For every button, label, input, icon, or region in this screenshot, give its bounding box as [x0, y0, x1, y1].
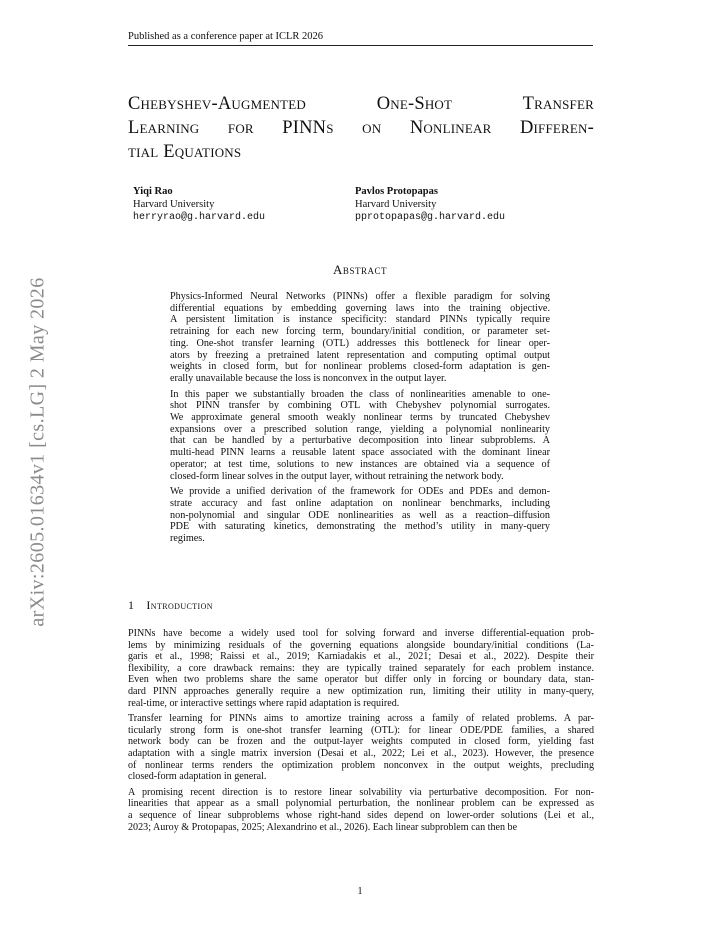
abstract-paragraph [170, 389, 550, 483]
text-line: A promising recent direction is to restore linear solvability via perturbative decomposition. For non- [128, 786, 594, 798]
text-line: garis et al., 1998; Raissi et al., 2019; Karniadakis et al., 2021; Desai et al., 2022). Despite their [128, 651, 594, 663]
text-line: PINNs have become a widely used tool for solving forward and inverse differential-equation prob- [128, 628, 594, 639]
text-line: We provide a unified derivation of the framework for ODEs and PDEs and demon- [170, 486, 550, 498]
abstract-paragraph [170, 291, 550, 385]
text-line: shot PINN transfer by combining OTL with Chebyshev polynomial surrogates. [170, 400, 550, 412]
text-line: ting. One-shot transfer learning (OTL) addresses this bottleneck for linear oper- [170, 337, 550, 349]
running-header: Published as a conference paper at ICLR 2026 [128, 31, 593, 46]
author-name: Yiqi Rao [133, 186, 173, 197]
arxiv-watermark [20, 262, 56, 642]
text-line: 2023; Auroy & Protopapas, 2025; Alexandrino et al., 2026). Each linear subproblem can then be [128, 821, 518, 833]
text-line: that can be handled by a perturbative decomposition into linear subproblems. A [170, 435, 550, 447]
title-line: tial Equations [128, 142, 242, 162]
arxiv-id: arXiv:2605.01634v1 [cs.LG] 2 May 2026 [26, 277, 49, 627]
text-line: a sequence of linear subproblems whose right-hand sides depend on lower-order solutions (Lei et al., [128, 809, 594, 821]
body-paragraph [128, 628, 594, 709]
title-line: Learning for PINNs on Nonlinear Differen- [128, 118, 594, 138]
text-line: regimes. [170, 533, 205, 545]
text-line: real-time, or interactive settings where rapid adaptation is required. [128, 697, 400, 709]
text-line: PDE with saturating kinetics, demonstrating the method’s utility in many-query [170, 521, 550, 533]
text-line: weights in closed form, but for nonlinear problems closed-form adaptation is gen- [170, 361, 550, 373]
author-name: Pavlos Protopapas [355, 186, 438, 197]
paper-title [128, 92, 594, 164]
section-number: 1 [128, 598, 135, 612]
text-line: operator; at test time, solutions to new instances are obtained via a sequence of [170, 458, 550, 470]
author-email[interactable]: herryrao@g.harvard.edu [133, 212, 266, 223]
text-line: closed-form linear solves in the output layer, without retraining the network body. [170, 470, 504, 482]
section-heading [128, 598, 213, 613]
author-affiliation: Harvard University [355, 199, 437, 210]
body-text [128, 628, 594, 837]
text-line: dard PINN approaches generally require a new optimization run, limiting their utility in many-query, [128, 685, 594, 697]
page-number: 1 [357, 886, 363, 897]
text-line: non-polynomial and singular ODE nonlinearities as well as a reaction–diffusion [170, 509, 550, 521]
text-line: of nonlinear terms renders the optimization problem nonconvex in the output weights, precluding [128, 759, 594, 771]
text-line: differential equations by embedding governing laws into the training objective. [170, 302, 550, 314]
text-line: erally unavailable because the loss is nonconvex in the output layer. [170, 372, 447, 384]
author-email[interactable]: pprotopapas@g.harvard.edu [355, 212, 506, 223]
body-paragraph [128, 713, 594, 783]
text-line: linearities that appear as a small polynomial perturbation, the nonlinear problem can be expressed as [128, 798, 594, 810]
text-line: network body can be frozen and the output-layer weights computed in closed form, yielding fast [128, 736, 594, 748]
text-line: strate accuracy and fast online adaptation on nonlinear benchmarks, including [170, 497, 550, 509]
text-line: adaptation with a single matrix inversion (Desai et al., 2022; Lei et al., 2023). However, the presence [128, 747, 594, 759]
text-line: retraining for each new forcing term, boundary/initial condition, or parameter set- [170, 326, 550, 338]
text-line: closed-form adaptation in general. [128, 771, 267, 783]
author-block [133, 185, 265, 224]
author-block [355, 185, 505, 224]
text-line: A persistent limitation is instance specificity: standard PINNs typically require [170, 314, 550, 326]
author-affiliation: Harvard University [133, 199, 215, 210]
text-line: Even when two problems share the same operator but differ only in forcing or boundary data, stan- [128, 674, 594, 686]
text-line: In this paper we substantially broaden the class of nonlinearities amenable to one- [170, 388, 550, 400]
text-line: flexibility, a core drawback remains: they are typically trained separately for each problem instance. [128, 662, 594, 674]
section-title: Introduction [146, 598, 213, 612]
text-line: multi-head PINN learns a reusable latent space associated with the dominant linear [170, 447, 550, 459]
text-line: Physics-Informed Neural Networks (PINNs) offer a flexible paradigm for solving [170, 291, 550, 302]
abstract-heading: Abstract [333, 262, 387, 277]
text-line: ators by freezing a pretrained latent representation and computing optimal output [170, 349, 550, 361]
abstract [170, 291, 550, 549]
text-line: lems by minimizing residuals of the governing equations alongside boundary/initial conditions (La- [128, 639, 594, 651]
title-line: Chebyshev-Augmented One-Shot Transfer [128, 94, 594, 114]
text-line: ticularly strong form is one-shot transfer learning (OTL): for linear ODE/PDE families, a shared [128, 724, 594, 736]
text-line: We approximate general smooth weakly nonlinear terms by truncated Chebyshev [170, 412, 550, 424]
abstract-paragraph [170, 486, 550, 545]
text-line: expansions over a prescribed solution range, yielding a polynomial nonlinearity [170, 423, 550, 435]
body-paragraph [128, 787, 594, 833]
text-line: Transfer learning for PINNs aims to amortize training across a family of related problems. A par- [128, 713, 594, 725]
